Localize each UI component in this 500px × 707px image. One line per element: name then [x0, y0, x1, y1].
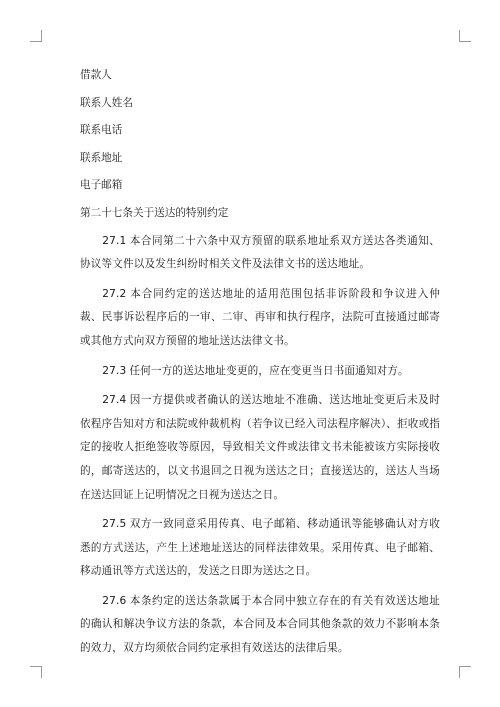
clause-27-2: [80, 283, 440, 354]
crop-mark-top-left-v: [41, 30, 42, 42]
clause-text: 因一方提供或者确认的送达地址不准确、送达地址变更后未及时依程序告知对方和法院或仲裁机构（若争议已经入司法程序解决）、拒收或指定的接收人拒绝签收等原因，导致相关文件或法律文书未能被该方实际接收的，邮寄送达的，以文书退回之日视为送达之日；直接送达的，送达人当场在送达回证上记明情况之日视为送达之日。: [80, 394, 440, 501]
field-email: 电子邮箱: [80, 179, 123, 192]
crop-mark-top-right-v: [459, 30, 460, 42]
clause-number: 27.3: [102, 364, 127, 377]
clause-number: 27.1: [102, 234, 127, 247]
clause-text: 本条约定的送达条款属于本合同中独立存在的有关有效送达地址的确认和解决争议方法的条款，本合同及本合同其他条款的效力不影响本条的效力，双方均须依合同约定承担有效送达的法律后果。: [80, 594, 440, 655]
field-contact-address: 联系地址: [80, 151, 123, 164]
clause-27-1: [80, 230, 440, 277]
clause-27-5: [80, 513, 440, 584]
field-contact-name: 联系人姓名: [80, 96, 133, 109]
clause-text: 双方一致同意采用传真、电子邮箱、移动通讯等能够确认对方收悉的方式送达，产生上述地址送达的同样法律效果。采用传真、电子邮箱、移动通讯等方式送达的，发送之日即为送达之日。: [80, 518, 440, 578]
clause-text: 任何一方的送达地址变更的，应在变更当日书面通知对方。: [129, 364, 409, 377]
field-borrower: 借款人: [80, 69, 112, 81]
clause-27-4: [80, 389, 440, 507]
clause-number: 27.4: [102, 394, 127, 407]
crop-mark-bottom-right-h: [459, 666, 471, 667]
clause-number: 27.2: [102, 287, 127, 300]
clause-number: 27.6: [102, 594, 127, 607]
crop-mark-top-right-h: [459, 41, 471, 42]
section-heading: 第二十七条关于送达的特别约定: [80, 206, 229, 219]
clause-number: 27.5: [102, 518, 127, 531]
document-body: [80, 64, 440, 667]
clause-27-3: [80, 360, 440, 384]
clause-text: 本合同第二十六条中双方预留的联系地址系双方送达各类通知、协议等文件以及发生纠纷时相关文件及法律文书的送达地址。: [80, 234, 440, 271]
clause-text: 本合同约定的送达地址的适用范围包括非诉阶段和争议进入仲裁、民事诉讼程序后的一审、二审、再审和执行程序，法院可直接通过邮寄或其他方式向双方预留的地址送达法律文书。: [80, 287, 440, 347]
crop-mark-bottom-right-v: [459, 666, 460, 678]
crop-mark-bottom-left-v: [41, 666, 42, 678]
clause-27-6: [80, 590, 440, 661]
field-contact-phone: 联系电话: [80, 124, 123, 137]
